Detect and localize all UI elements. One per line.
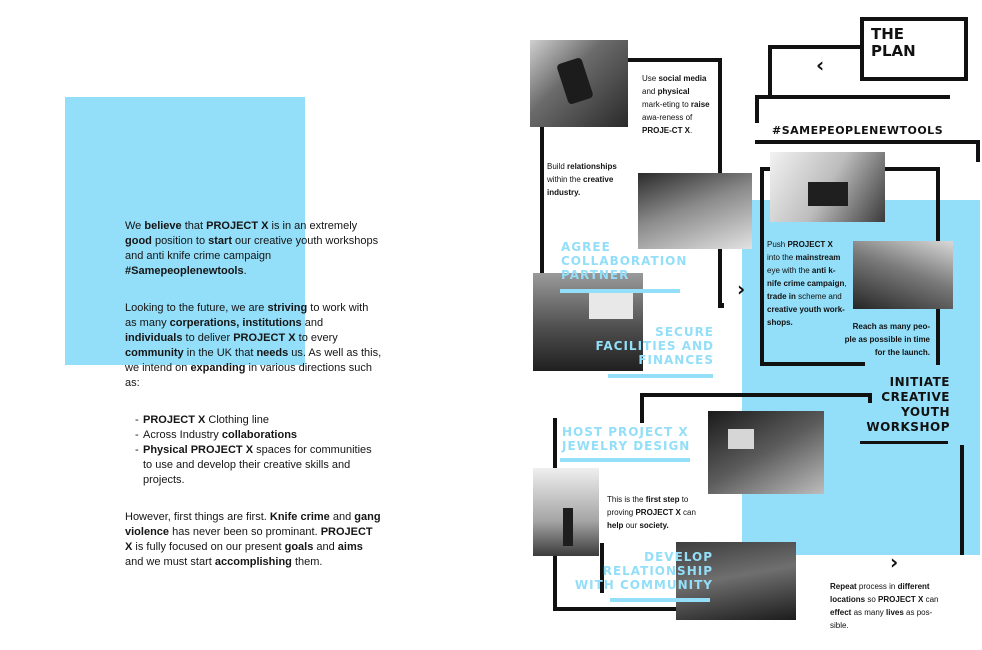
photo-camera-person (853, 241, 953, 309)
future-paragraph: Looking to the future, we are striving to work with as many corperations, institutions and individuals to deliver PROJECT X to every community in the UK that needs us. As well as this, we intend on expanding in various directions such as: (125, 302, 382, 389)
plan-title-box (860, 17, 968, 81)
chevron-right-icon: › (890, 550, 899, 574)
headline-agree-collaboration: AGREE COLLABORATION PARTNER (561, 240, 688, 282)
workshop-underline (860, 441, 948, 444)
hashtag-label: #SAMEPEOPLENEWTOOLS (772, 124, 944, 137)
intro-paragraph: We believe that PROJECT X is in an extremely good position to start our creative youth workshops and anti knife crime campaign #Samepeoplenewtools. (125, 220, 379, 277)
path-line (976, 140, 980, 162)
note-reach-people: Reach as many peo-ple as possible in time for the launch. (844, 322, 930, 357)
headline-underline (610, 598, 710, 602)
headline-develop-relationship: DEVELOP RELATIONSHIP WITH COMMUNITY (574, 550, 713, 592)
photo-phone-hands (530, 40, 628, 127)
note-push-mainstream: Push PROJECT X into the mainstream eye with the anti k-nife crime campaign, trade in scheme and creative youth work-shops. (767, 240, 847, 327)
note-first-step: This is the first step to proving PROJECT X can help our society. (607, 495, 696, 530)
path-line (755, 95, 950, 99)
path-line (755, 140, 980, 144)
path-line (755, 95, 759, 123)
workshop-headline: INITIATE CREATIVE YOUTH WORKSHOP (866, 375, 950, 434)
headline-underline (560, 458, 690, 462)
list-item: - Physical PROJECT X spaces for communities to use and develop their creative skills and projects. (135, 443, 383, 488)
path-line (640, 393, 644, 423)
list-item: - Across Industry collaborations (135, 428, 383, 443)
path-line (760, 362, 865, 366)
list-item: - PROJECT X Clothing line (135, 413, 383, 428)
path-line (760, 167, 764, 365)
note-build-relationships: Build relationships within the creative industry. (547, 162, 617, 197)
path-line (720, 303, 724, 308)
headline-secure-facilities: SECURE FACILITIES AND FINANCES (595, 325, 714, 367)
note-social-media: Use social media and physical mark-eting to raise awa-reness of PROJE-CT X. (642, 74, 710, 135)
path-line (768, 45, 772, 95)
chevron-right-icon: › (737, 277, 746, 301)
photo-computer-lab (708, 411, 824, 494)
headline-host-jewelry: HOST PROJECT X JEWELRY DESIGN (562, 425, 691, 453)
left-body-text (125, 219, 383, 592)
photo-workshop-table (638, 173, 752, 249)
path-line (960, 445, 964, 555)
headline-underline (560, 289, 680, 293)
photo-office-desk (770, 152, 885, 222)
expansion-list (125, 413, 383, 488)
plan-title: THE PLAN (871, 25, 916, 60)
photo-doorway-figure (533, 468, 599, 556)
chevron-left-icon: ‹ (816, 53, 825, 77)
priorities-paragraph: However, first things are first. Knife crime and gang violence has never been so prominant. PROJECT X is fully focused on our present goals and aims and we must start accomplishing them. (125, 511, 381, 568)
path-line (640, 393, 870, 397)
headline-underline (608, 374, 713, 378)
note-repeat-process: Repeat process in different locations so PROJECT X can effect as many lives as pos-sible. (830, 582, 939, 630)
path-line (768, 45, 862, 49)
